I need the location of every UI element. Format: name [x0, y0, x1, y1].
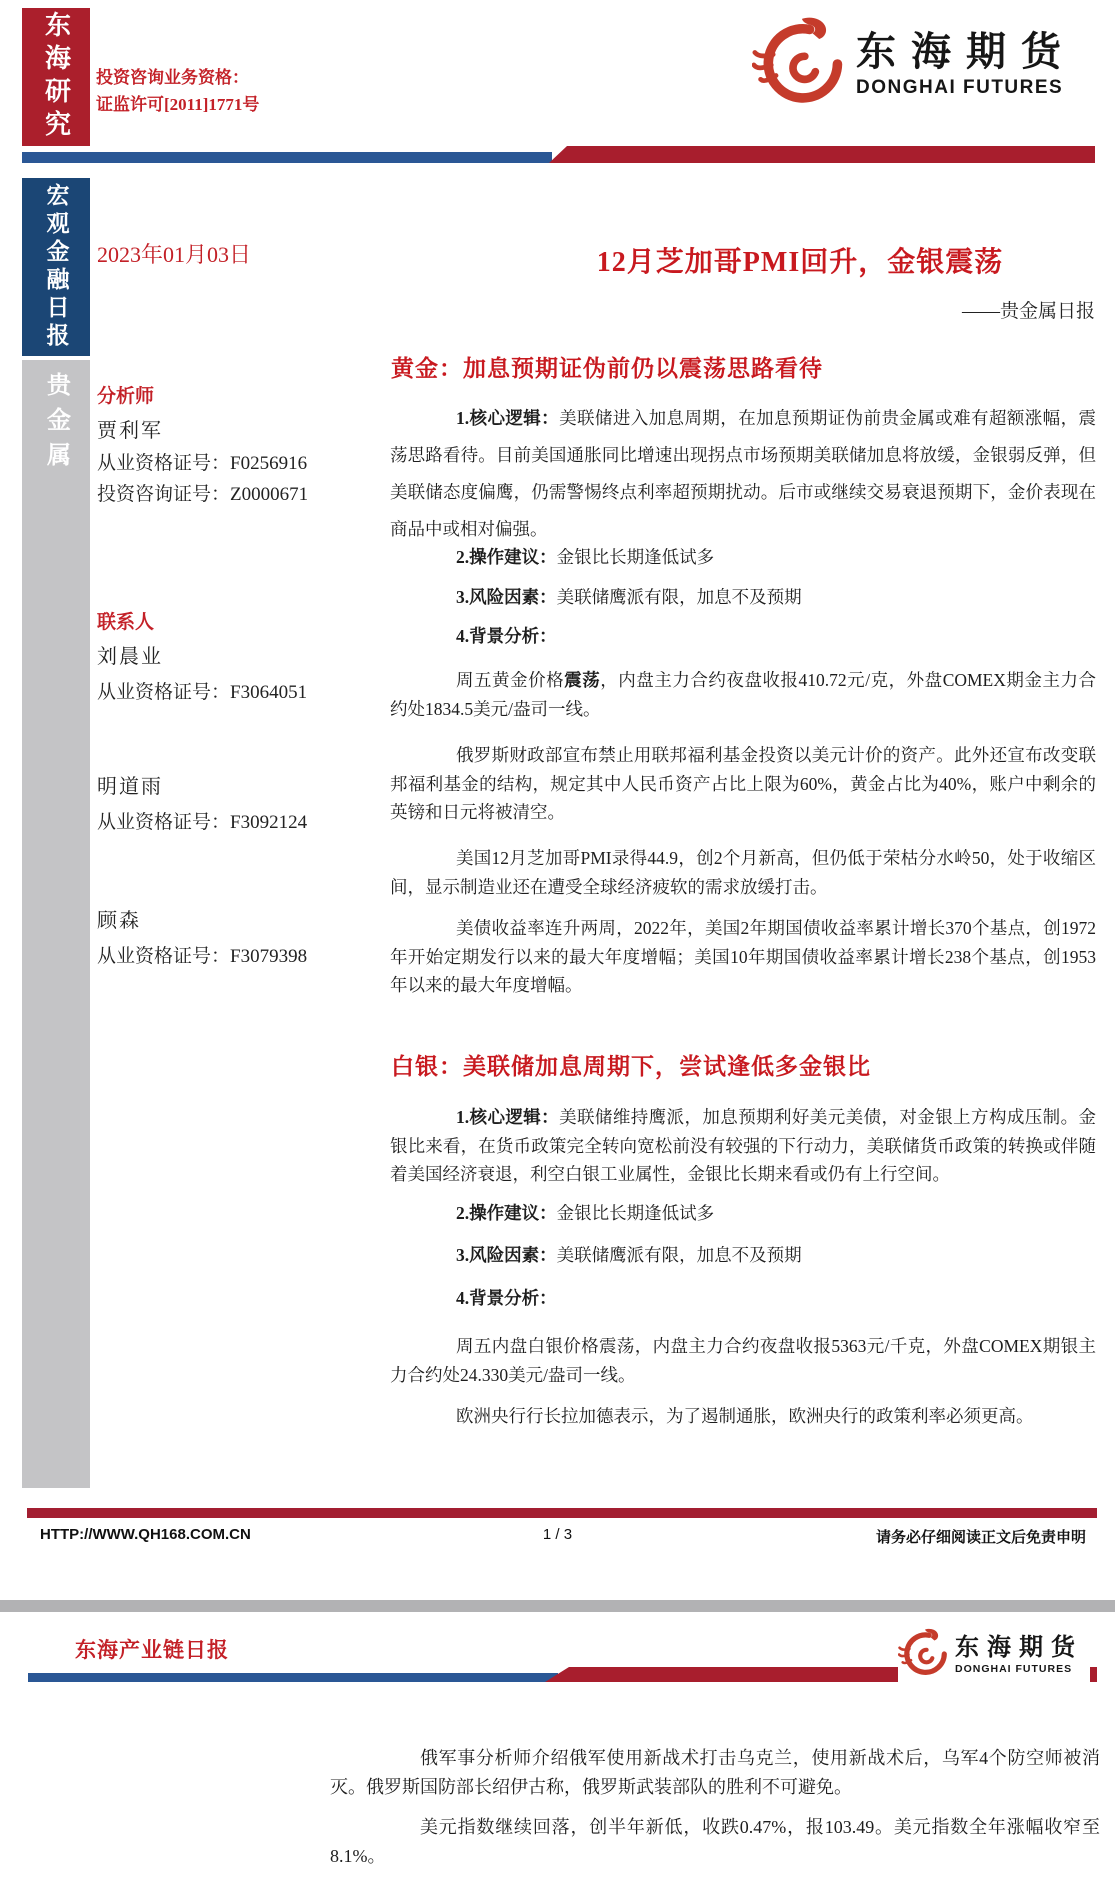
gold-background-paragraph: 俄罗斯财政部宣布禁止用联邦福利基金投资以美元计价的资产。此外还宣布改变联邦福利基金的结构，规定其中人民币资产占比上限为60%，黄金占比为40%，账户中剩余的英镑和日元将被清空。 [390, 745, 1096, 822]
contact-cert-number: 从业资格证号：F3064051 [97, 682, 308, 703]
contact-name: 顾森 [97, 910, 141, 932]
footer-disclaimer: 请务必仔细阅读正文后免责申明 [875, 1530, 1086, 1546]
report-date: 2023年01月03日 [97, 242, 252, 267]
gold-background-paragraph: 周五黄金价格震荡，内盘主力合约夜盘收报410.72元/克，外盘COMEX期金主力合约处1834.5美元/盎司一线。 [390, 670, 1097, 719]
logo-en: DONGHAI FUTURES [955, 1662, 1073, 1675]
gold-core-logic: 1.核心逻辑：美联储进入加息周期，在加息预期证伪前贵金属或难有超额涨幅，震荡思路看待。目前美国通胀同比增速出现拐点市场预期美联储加息将放缓，金银弱反弹，但美联储态度偏鹰，仍需警惕终点利率超预期扰动。后市或继续交易衰退预期下，金价表现在商品中或相对偏强。 [390, 408, 1097, 539]
qualification-line1: 投资咨询业务资格： [96, 68, 249, 87]
silver-trade-advice: 2.操作建议：金银比长期逢低试多 [456, 1203, 715, 1223]
logo-cn: 东海期货 [955, 1634, 1083, 1661]
page2-section-title: 东海产业链日报 [75, 1638, 229, 1662]
dragon-icon [898, 1628, 950, 1680]
silver-core-logic: 1.核心逻辑：美联储维持鹰派，加息预期利好美元美债，对金银上方构成压制。金银比来看，在货币政策完全转向宽松前没有较强的下行动力，美联储货币政策的转换或伴随着美国经济衰退，利空白银工业属性，金银比长期来看或仍有上行空间。 [390, 1107, 1097, 1184]
silver-background-paragraph: 欧洲央行行长拉加德表示，为了遏制通胀，欧洲央行的政策利率必须更高。 [456, 1406, 1034, 1426]
dragon-icon [752, 16, 848, 112]
footer-bar [27, 1508, 1097, 1518]
qualification-note [96, 64, 259, 118]
logo-text [856, 29, 1076, 99]
footer-url: HTTP://WWW.QH168.COM.CN [40, 1526, 251, 1543]
contact-name: 明道雨 [97, 776, 163, 798]
header-bar-red [549, 146, 1095, 163]
page2-bar-blue [28, 1673, 558, 1682]
analyst-label: 分析师 [97, 386, 155, 407]
sidebar-macro-label: 宏观金融日报 [43, 183, 69, 351]
sidebar-macro-box [22, 178, 90, 356]
page-divider [0, 1600, 1115, 1612]
analyst-name: 贾利军 [97, 420, 163, 442]
header-bar-blue [22, 152, 552, 163]
silver-background-paragraph: 周五内盘白银价格震荡，内盘主力合约夜盘收报5363元/千克，外盘COMEX期银主力合约处24.330美元/盎司一线。 [390, 1336, 1096, 1385]
qualification-line2: 证监许可[2011]1771号 [96, 95, 260, 114]
contact-name: 刘晨业 [97, 646, 163, 668]
page-number: 1 / 3 [542, 1526, 573, 1543]
logo-cn: 东海期货 [856, 29, 1076, 74]
research-series-label: 东海研究 [41, 11, 71, 143]
sidebar-metal-box [22, 360, 90, 1488]
gold-trade-advice: 2.操作建议：金银比长期逢低试多 [456, 547, 715, 567]
analyst-cert-number: 从业资格证号：F0256916 [97, 453, 308, 474]
logo-en: DONGHAI FUTURES [856, 77, 1064, 98]
page2-paragraph: 俄军事分析师介绍俄军使用新战术打击乌克兰，使用新战术后，乌军4个防空师被消灭。俄罗斯国防部长绍伊古称，俄罗斯武装部队的胜利不可避免。 [330, 1748, 1100, 1797]
report-title: 12月芝加哥PMI回升，金银震荡 [596, 247, 1004, 278]
contacts-label: 联系人 [97, 612, 155, 633]
contact-cert-number: 从业资格证号：F3092124 [97, 812, 308, 833]
gold-background-paragraph: 美债收益率连升两周，2022年，美国2年期国债收益率累计增长370个基点，创1972年开始定期发行以来的最大年度增幅；美国10年期国债收益率累计增长238个基点，创1953年以来的最大年度增幅。 [390, 918, 1096, 995]
page2-paragraph: 美元指数继续回落，创半年新低，收跌0.47%，报103.49。美元指数全年涨幅收窄至8.1%。 [330, 1817, 1100, 1866]
gold-background-label: 4.背景分析： [456, 626, 557, 646]
silver-section-heading: 白银：美联储加息周期下，尝试逢低多金银比 [391, 1054, 871, 1079]
gold-section-heading: 黄金：加息预期证伪前仍以震荡思路看待 [391, 356, 823, 381]
report-subtitle: ——贵金属日报 [961, 301, 1095, 322]
donghai-futures-logo-small [898, 1620, 1090, 1688]
logo-text [955, 1634, 1083, 1675]
gold-background-paragraph: 美国12月芝加哥PMI录得44.9，创2个月新高，但仍低于荣枯分水岭50，处于收缩区间，显示制造业还在遭受全球经济疲软的需求放缓打击。 [390, 848, 1096, 897]
sidebar-metal-label: 贵金属 [42, 372, 69, 477]
silver-risk-factors: 3.风险因素：美联储鹰派有限，加息不及预期 [456, 1245, 802, 1265]
gold-risk-factors: 3.风险因素：美联储鹰派有限，加息不及预期 [456, 587, 802, 607]
contact-cert-number: 从业资格证号：F3079398 [97, 946, 308, 967]
analyst-advisory-number: 投资咨询证号：Z0000671 [97, 484, 309, 505]
silver-background-label: 4.背景分析： [456, 1288, 557, 1308]
research-series-box [22, 8, 90, 146]
donghai-futures-logo [752, 16, 1076, 112]
